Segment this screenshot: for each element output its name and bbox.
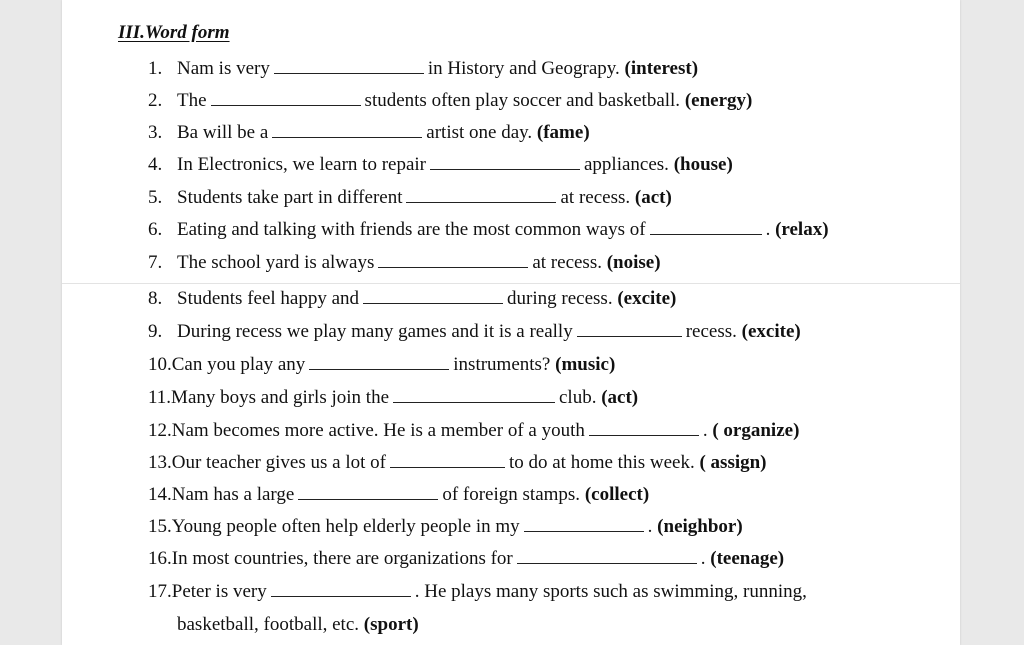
question-8 (62, 288, 960, 318)
word-hint: (noise) (606, 252, 661, 273)
word-hint: (act) (634, 187, 672, 208)
question-12 (62, 420, 960, 450)
question-tail: . (647, 516, 653, 537)
question-tail: . He plays many sports such as swimming, running, (414, 581, 807, 602)
question-number: 11. (148, 387, 172, 408)
question-number: 2. (148, 90, 163, 111)
question-17 (62, 581, 960, 611)
question-stem: The school yard is always (177, 252, 375, 273)
answer-blank[interactable] (406, 201, 556, 203)
question-tail: . (765, 219, 771, 240)
section-title: III.Word form (118, 22, 230, 43)
question-text (177, 58, 698, 80)
question-stem: During recess we play many games and it is a really (177, 321, 573, 342)
question-text (177, 122, 590, 144)
question-stem: Nam has a large (171, 484, 295, 505)
question-15 (62, 516, 960, 546)
question-text (148, 516, 743, 538)
question-number: 6. (148, 219, 163, 240)
question-5 (62, 187, 960, 217)
question-tail: recess. (685, 321, 737, 342)
question-tail: students often play soccer and basketball. (364, 90, 681, 111)
question-number: 14. (148, 484, 172, 505)
question-number: 7. (148, 252, 163, 273)
question-text (177, 154, 733, 176)
word-hint: (music) (555, 354, 616, 375)
question-tail: . (700, 548, 706, 569)
question-4 (62, 154, 960, 184)
answer-blank[interactable] (378, 266, 528, 268)
answer-blank[interactable] (517, 562, 697, 564)
word-hint: ( organize) (712, 420, 800, 441)
question-tail: to do at home this week. (508, 452, 695, 473)
question-number: 8. (148, 288, 163, 309)
answer-blank[interactable] (211, 104, 361, 106)
question-6 (62, 219, 960, 249)
question-stem: In most countries, there are organizations for (171, 548, 513, 569)
question-17-continuation (177, 614, 419, 636)
question-number: 15. (148, 516, 172, 537)
question-1 (62, 58, 960, 88)
word-hint: (relax) (775, 219, 829, 240)
question-tail: at recess. (532, 252, 602, 273)
question-tail: club. (559, 387, 597, 408)
question-tail: of foreign stamps. (442, 484, 581, 505)
answer-blank[interactable] (589, 434, 699, 436)
question-stem: The (177, 90, 207, 111)
question-stem: Can you play any (171, 354, 306, 375)
word-hint: (interest) (624, 58, 699, 79)
question-9 (62, 321, 960, 351)
question-text (148, 420, 799, 442)
question-number: 3. (148, 122, 163, 143)
answer-blank[interactable] (274, 72, 424, 74)
question-stem: In Electronics, we learn to repair (177, 154, 426, 175)
word-hint: ( assign) (699, 452, 767, 473)
word-hint: (energy) (684, 90, 753, 111)
question-tail: at recess. (560, 187, 631, 208)
question-number: 12. (148, 420, 172, 441)
word-hint: (excite) (617, 288, 677, 309)
question-number: 10. (148, 354, 172, 375)
question-text (177, 288, 676, 310)
question-tail: instruments? (453, 354, 551, 375)
question-text (177, 90, 752, 112)
answer-blank[interactable] (272, 136, 422, 138)
question-text (177, 252, 661, 274)
question-14 (62, 484, 960, 514)
question-number: 13. (148, 452, 172, 473)
answer-blank[interactable] (577, 335, 682, 337)
question-text (148, 354, 615, 376)
answer-blank[interactable] (309, 368, 449, 370)
page-break-divider (62, 283, 960, 284)
answer-blank[interactable] (650, 233, 762, 235)
question-stem: Young people often help elderly people in my (171, 516, 520, 537)
answer-blank[interactable] (363, 302, 503, 304)
question-text (148, 484, 649, 506)
question-tail: appliances. (584, 154, 669, 175)
question-text (177, 219, 829, 241)
answer-blank[interactable] (271, 595, 411, 597)
question-text (148, 548, 784, 570)
question-stem: Our teacher gives us a lot of (171, 452, 386, 473)
question-text (148, 452, 767, 474)
question-number: 9. (148, 321, 163, 342)
question-16 (62, 548, 960, 578)
word-hint: (house) (673, 154, 733, 175)
question-3 (62, 122, 960, 152)
question-tail: during recess. (507, 288, 613, 309)
question-tail: . (702, 420, 708, 441)
question-text (148, 387, 638, 409)
answer-blank[interactable] (298, 498, 438, 500)
question-text (148, 581, 807, 603)
question-stem: Ba will be a (177, 122, 269, 143)
question-7 (62, 252, 960, 282)
question-11 (62, 387, 960, 417)
word-hint: (collect) (584, 484, 650, 505)
document-page (62, 0, 960, 645)
question-number: 16. (148, 548, 172, 569)
continuation-hint: (sport) (363, 614, 419, 635)
question-stem: Nam is very (177, 58, 270, 79)
question-13 (62, 452, 960, 482)
question-text (177, 187, 672, 209)
word-hint: (neighbor) (657, 516, 743, 537)
word-hint: (fame) (536, 122, 590, 143)
word-hint: (act) (601, 387, 639, 408)
question-number: 4. (148, 154, 163, 175)
answer-blank[interactable] (524, 530, 644, 532)
question-tail: artist one day. (426, 122, 533, 143)
continuation-text: basketball, football, etc. (177, 614, 360, 635)
answer-blank[interactable] (430, 168, 580, 170)
question-stem: Eating and talking with friends are the most common ways of (177, 219, 646, 240)
answer-blank[interactable] (393, 401, 555, 403)
question-10 (62, 354, 960, 384)
word-hint: (excite) (741, 321, 801, 342)
question-stem: Students feel happy and (177, 288, 360, 309)
question-2 (62, 90, 960, 120)
question-stem: Peter is very (171, 581, 267, 602)
question-stem: Many boys and girls join the (171, 387, 389, 408)
question-text (177, 321, 801, 343)
word-hint: (teenage) (710, 548, 785, 569)
answer-blank[interactable] (390, 466, 505, 468)
question-tail: in History and Geograpy. (427, 58, 620, 79)
question-number: 17. (148, 581, 172, 602)
question-stem: Nam becomes more active. He is a member of a youth (171, 420, 585, 441)
question-stem: Students take part in different (177, 187, 403, 208)
question-number: 5. (148, 187, 163, 208)
question-number: 1. (148, 58, 163, 79)
